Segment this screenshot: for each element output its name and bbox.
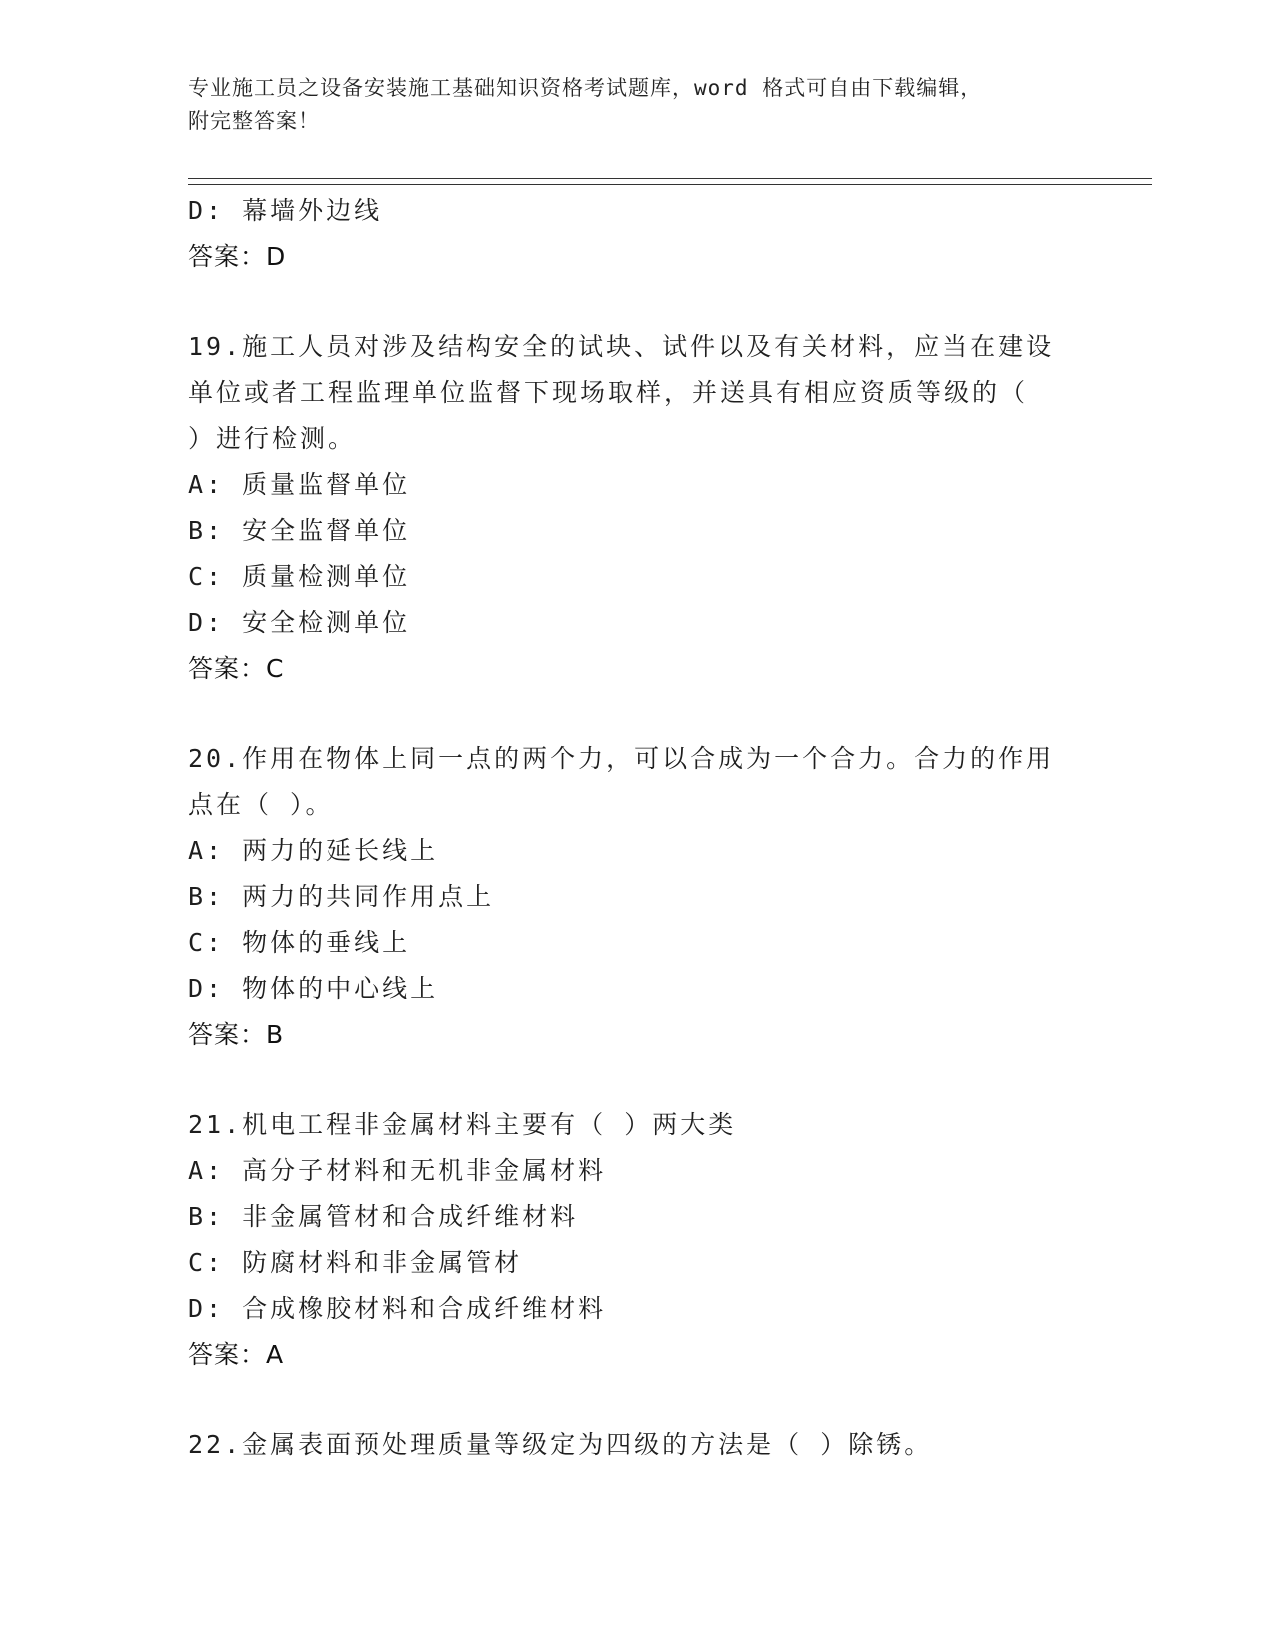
question-text-line: 21.机电工程非金属材料主要有（ ）两大类 bbox=[188, 1110, 737, 1139]
question-block-20 bbox=[188, 736, 1068, 1058]
spacer bbox=[188, 1378, 1068, 1422]
answer-line: 答案：B bbox=[188, 1020, 285, 1049]
answer-line: 答案：A bbox=[188, 1340, 285, 1369]
question-block-22 bbox=[188, 1422, 1068, 1468]
option-a: A: 高分子材料和无机非金属材料 bbox=[188, 1156, 607, 1185]
answer-line: 答案：C bbox=[188, 654, 285, 683]
question-text-line: 单位或者工程监理单位监督下现场取样，并送具有相应资质等级的（ bbox=[188, 378, 1029, 407]
spacer bbox=[188, 692, 1068, 736]
answer-line: 答案：D bbox=[188, 242, 287, 271]
option-d: D: 合成橡胶材料和合成纤维材料 bbox=[188, 1294, 607, 1323]
question-text-line: 22.金属表面预处理质量等级定为四级的方法是（ ）除锈。 bbox=[188, 1430, 933, 1459]
question-text-line: 20.作用在物体上同一点的两个力，可以合成为一个合力。合力的作用 bbox=[188, 744, 1055, 773]
question-content bbox=[188, 188, 1068, 1468]
question-text-line: ）进行检测。 bbox=[188, 424, 357, 453]
question-text-line: 点在（ ）。 bbox=[188, 790, 334, 819]
option-d: D: 安全检测单位 bbox=[188, 608, 411, 637]
option-a: A: 两力的延长线上 bbox=[188, 836, 439, 865]
spacer bbox=[188, 1058, 1068, 1102]
option-b: B: 非金属管材和合成纤维材料 bbox=[188, 1202, 579, 1231]
header-line-2: 附完整答案！ bbox=[188, 109, 320, 133]
spacer bbox=[188, 280, 1068, 324]
question-text-line: 19.施工人员对涉及结构安全的试块、试件以及有关材料，应当在建设 bbox=[188, 332, 1055, 361]
option-b: B: 两力的共同作用点上 bbox=[188, 882, 495, 911]
option-c: C: 防腐材料和非金属管材 bbox=[188, 1248, 523, 1277]
question-block-19 bbox=[188, 324, 1068, 692]
header-line-1: 专业施工员之设备安装施工基础知识资格考试题库，word 格式可自由下载编辑， bbox=[188, 76, 983, 100]
option-c: C: 质量检测单位 bbox=[188, 562, 411, 591]
page-header bbox=[188, 72, 1068, 138]
option-a: A: 质量监督单位 bbox=[188, 470, 411, 499]
option-b: B: 安全监督单位 bbox=[188, 516, 411, 545]
option-c: C: 物体的垂线上 bbox=[188, 928, 411, 957]
option-d: D: 幕墙外边线 bbox=[188, 196, 383, 225]
question-block-21 bbox=[188, 1102, 1068, 1378]
header-divider bbox=[188, 178, 1152, 185]
option-d: D: 物体的中心线上 bbox=[188, 974, 439, 1003]
